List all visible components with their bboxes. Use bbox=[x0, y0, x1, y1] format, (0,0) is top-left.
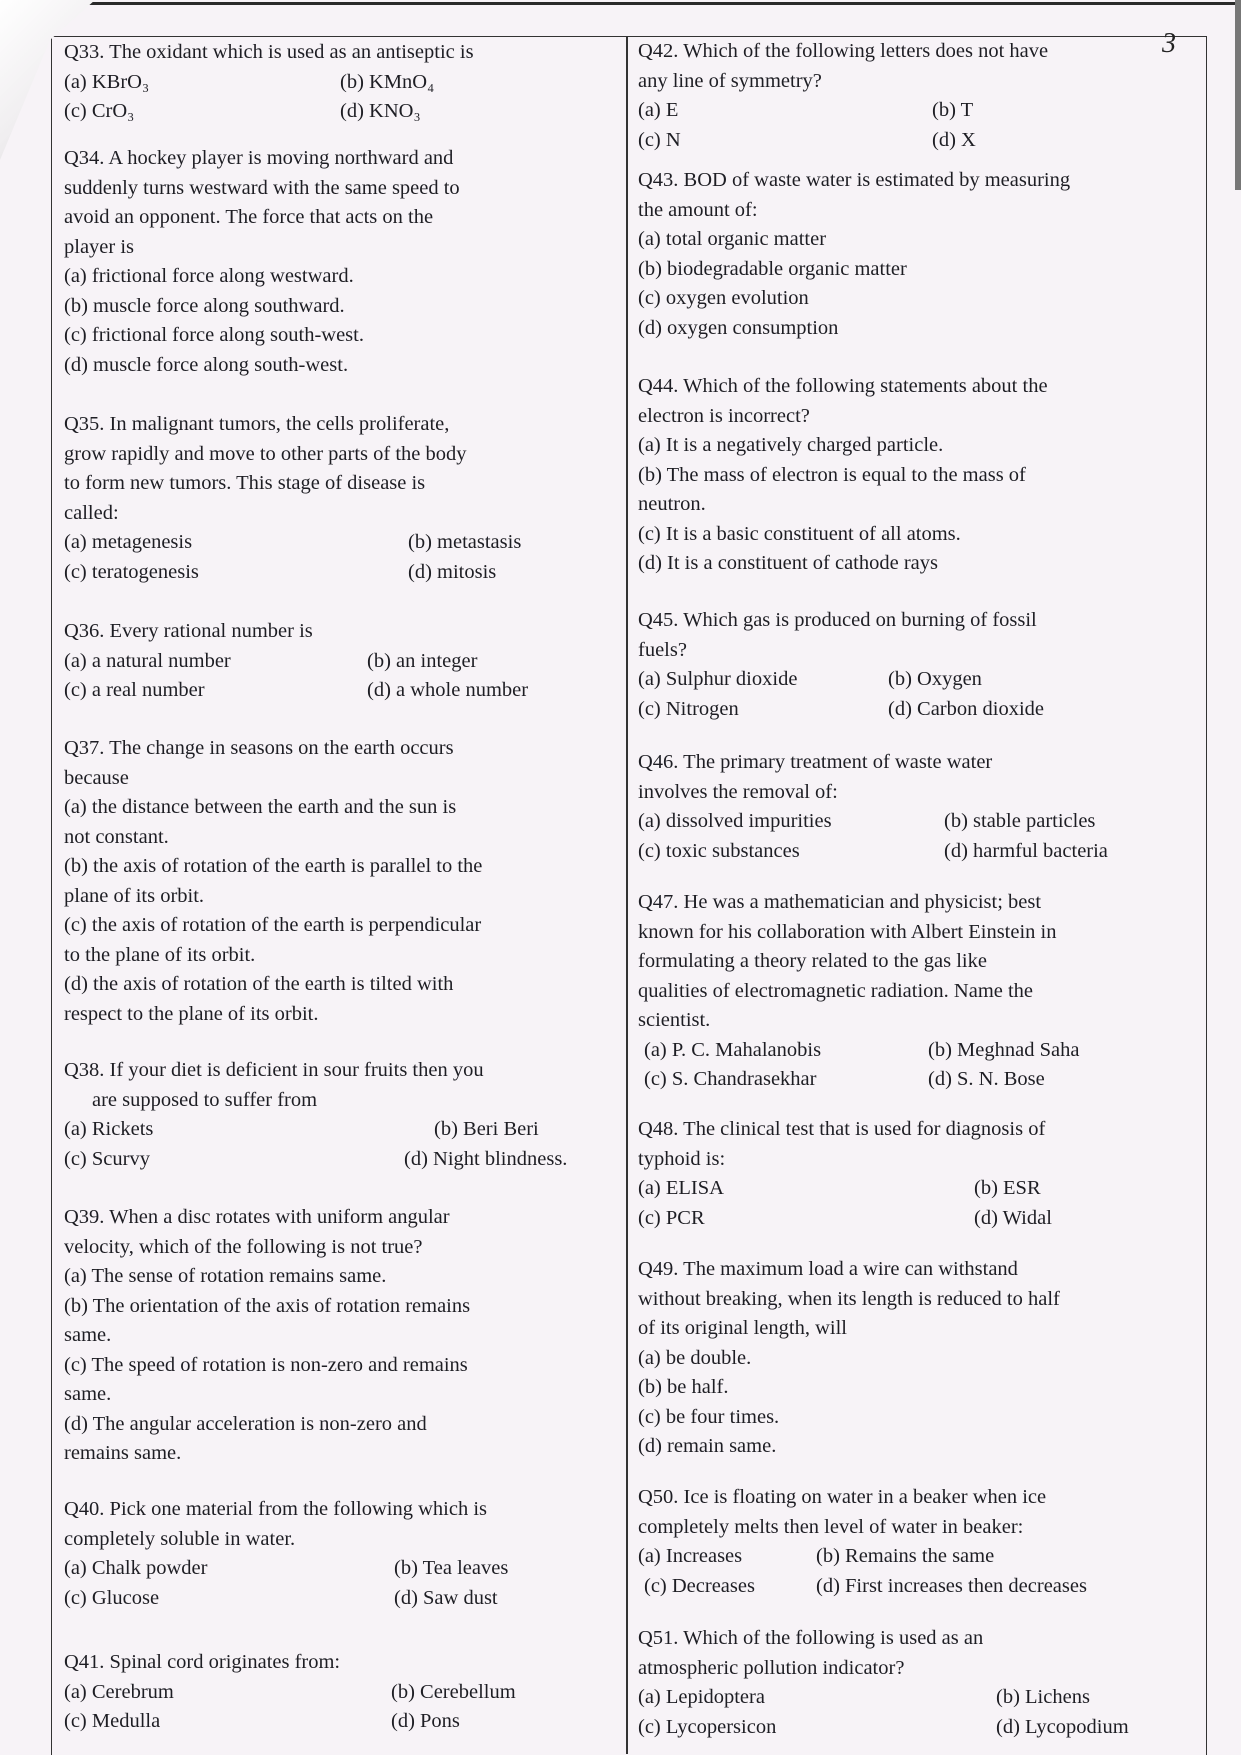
option-a: (a) Sulphur dioxide bbox=[638, 668, 798, 690]
option-c: (c) CrO₃ bbox=[64, 100, 135, 122]
option-a: (a) be double. bbox=[638, 1346, 752, 1369]
question-43 bbox=[638, 166, 1204, 343]
question-stem-line: of its original length, will bbox=[638, 1317, 847, 1339]
option-c: (c) be four times. bbox=[638, 1405, 780, 1428]
option-c: (c) oxygen evolution bbox=[638, 287, 809, 309]
option-a: (a) total organic matter bbox=[638, 228, 827, 250]
question-33 bbox=[64, 38, 620, 127]
question-stem-line: Q48. The clinical test that is used for diagnosis of bbox=[638, 1118, 1046, 1140]
option-d: (d) Night blindness. bbox=[404, 1147, 568, 1170]
question-stem-line: typhoid is: bbox=[638, 1147, 726, 1170]
option-b: (b) Meghnad Saha bbox=[928, 1038, 1080, 1061]
question-stem-line: known for his collaboration with Albert Einstein in bbox=[638, 920, 1057, 943]
option-b: (b) stable particles bbox=[944, 810, 1096, 832]
question-stem-line: any line of symmetry? bbox=[638, 69, 822, 92]
option-b: (b) Remains the same bbox=[816, 1545, 995, 1567]
question-stem: Q36. Every rational number is bbox=[64, 620, 313, 642]
question-stem-line: player is bbox=[64, 235, 135, 258]
question-47 bbox=[638, 888, 1204, 1095]
question-stem: Q33. The oxidant which is used as an antiseptic is bbox=[64, 41, 474, 63]
option-a-cont: not constant. bbox=[64, 825, 169, 848]
option-a: (a) Rickets bbox=[64, 1118, 154, 1140]
question-stem-line: the amount of: bbox=[638, 198, 758, 221]
question-49 bbox=[638, 1255, 1204, 1462]
option-b: (b) muscle force along southward. bbox=[64, 294, 345, 317]
option-a: (a) Lepidoptera bbox=[638, 1686, 765, 1708]
column-divider bbox=[626, 36, 628, 1754]
question-stem-line: without breaking, when its length is reduced to half bbox=[638, 1287, 1060, 1310]
question-stem-line: Q35. In malignant tumors, the cells proliferate, bbox=[64, 413, 450, 435]
option-c: (c) frictional force along south-west. bbox=[64, 324, 364, 346]
option-d: (d) remain same. bbox=[638, 1435, 777, 1457]
option-c: (c) teratogenesis bbox=[64, 560, 199, 583]
option-c: (c) S. Chandrasekhar bbox=[644, 1068, 817, 1090]
question-stem-line: Q47. He was a mathematician and physicist; best bbox=[638, 891, 1042, 913]
question-stem-line: are supposed to suffer from bbox=[92, 1088, 318, 1111]
option-a: (a) Increases bbox=[638, 1545, 743, 1567]
option-a: (a) frictional force along westward. bbox=[64, 265, 354, 287]
option-b: (b) Oxygen bbox=[888, 668, 982, 690]
option-a: (a) dissolved impurities bbox=[638, 810, 832, 832]
question-stem-line: Q46. The primary treatment of waste water bbox=[638, 751, 993, 773]
option-c: (c) Decreases bbox=[644, 1574, 755, 1597]
options-grid bbox=[64, 1678, 620, 1737]
question-stem-line: Q49. The maximum load a wire can withstand bbox=[638, 1258, 1018, 1280]
option-a: (a) E bbox=[638, 99, 679, 121]
question-39 bbox=[64, 1203, 620, 1469]
question-stem-line: electron is incorrect? bbox=[638, 404, 810, 427]
options-grid bbox=[638, 807, 1204, 866]
option-a: (a) KBrO₃ bbox=[64, 70, 150, 93]
option-c: (c) PCR bbox=[638, 1206, 705, 1229]
page-number: 3 bbox=[1162, 28, 1176, 59]
options-grid bbox=[638, 1036, 1204, 1095]
question-stem-line: Q42. Which of the following letters does not have bbox=[638, 40, 1049, 62]
question-stem-line: Q38. If your diet is deficient in sour fruits then you bbox=[64, 1059, 484, 1081]
option-a: (a) a natural number bbox=[64, 649, 231, 672]
option-b: (b) biodegradable organic matter bbox=[638, 257, 907, 280]
option-a: (a) It is a negatively charged particle. bbox=[638, 434, 944, 456]
question-38 bbox=[64, 1056, 620, 1174]
question-stem: Q41. Spinal cord originates from: bbox=[64, 1651, 341, 1673]
question-40 bbox=[64, 1495, 620, 1613]
option-b-cont: same. bbox=[64, 1324, 112, 1346]
question-41 bbox=[64, 1648, 620, 1737]
option-d-cont: respect to the plane of its orbit. bbox=[64, 1002, 319, 1025]
question-stem-line: scientist. bbox=[638, 1009, 711, 1031]
option-d: (d) Lycopodium bbox=[996, 1715, 1129, 1738]
option-c: (c) Medulla bbox=[64, 1710, 161, 1732]
option-c-cont: same. bbox=[64, 1383, 112, 1405]
question-stem-line: Q40. Pick one material from the following which is bbox=[64, 1498, 488, 1520]
question-stem-line: fuels? bbox=[638, 638, 687, 661]
question-stem-line: called: bbox=[64, 501, 119, 524]
option-a: (a) Cerebrum bbox=[64, 1680, 174, 1703]
option-b-cont: neutron. bbox=[638, 493, 706, 515]
question-46 bbox=[638, 748, 1204, 866]
question-37 bbox=[64, 734, 620, 1029]
option-a: (a) metagenesis bbox=[64, 531, 193, 553]
option-b: (b) ESR bbox=[974, 1177, 1041, 1199]
question-48 bbox=[638, 1115, 1204, 1233]
question-45 bbox=[638, 606, 1204, 724]
question-stem-line: completely melts then level of water in beaker: bbox=[638, 1515, 1024, 1538]
option-b: (b) Beri Beri bbox=[434, 1118, 539, 1140]
question-stem-line: velocity, which of the following is not true? bbox=[64, 1235, 423, 1258]
option-d: (d) harmful bacteria bbox=[944, 839, 1108, 862]
option-b: (b) an integer bbox=[367, 649, 478, 672]
option-d: (d) The angular acceleration is non-zero and bbox=[64, 1412, 427, 1435]
question-stem-line: atmospheric pollution indicator? bbox=[638, 1656, 905, 1679]
options-grid bbox=[64, 1554, 620, 1613]
question-42 bbox=[638, 37, 1204, 155]
option-c: (c) a real number bbox=[64, 679, 205, 701]
option-a: (a) P. C. Mahalanobis bbox=[644, 1038, 822, 1061]
option-b: (b) Cerebellum bbox=[391, 1680, 516, 1703]
options-grid bbox=[64, 528, 620, 587]
option-a: (a) The sense of rotation remains same. bbox=[64, 1265, 387, 1287]
option-b: (b) The mass of electron is equal to the mass of bbox=[638, 463, 1026, 486]
question-stem-line: Q43. BOD of waste water is estimated by measuring bbox=[638, 169, 1071, 191]
question-stem-line: grow rapidly and move to other parts of the body bbox=[64, 442, 467, 465]
option-c: (c) The speed of rotation is non-zero and remains bbox=[64, 1353, 468, 1376]
question-stem-line: completely soluble in water. bbox=[64, 1527, 296, 1550]
question-34 bbox=[64, 144, 620, 380]
option-d: (d) oxygen consumption bbox=[638, 316, 839, 339]
option-b: (b) be half. bbox=[638, 1376, 729, 1398]
question-44 bbox=[638, 372, 1204, 579]
option-d: (d) Carbon dioxide bbox=[888, 697, 1044, 720]
option-b: (b) metastasis bbox=[408, 531, 522, 553]
option-b: (b) The orientation of the axis of rotation remains bbox=[64, 1294, 471, 1317]
option-d: (d) KNO₃ bbox=[340, 100, 421, 122]
question-50 bbox=[638, 1483, 1204, 1601]
top-border-rule bbox=[0, 2, 1241, 5]
question-stem-line: Q44. Which of the following statements about the bbox=[638, 375, 1048, 397]
option-c: (c) Lycopersicon bbox=[638, 1715, 777, 1738]
option-c: (c) the axis of rotation of the earth is perpendicular bbox=[64, 914, 482, 936]
scan-edge-shadow bbox=[1235, 0, 1241, 190]
option-c: (c) Nitrogen bbox=[638, 697, 739, 720]
option-b: (b) T bbox=[932, 99, 974, 121]
question-stem-line: qualities of electromagnetic radiation. Name the bbox=[638, 979, 1034, 1002]
options-grid bbox=[638, 1542, 1204, 1601]
option-a: (a) ELISA bbox=[638, 1177, 724, 1199]
option-d: (d) S. N. Bose bbox=[928, 1068, 1045, 1090]
question-stem-line: formulating a theory related to the gas like bbox=[638, 950, 987, 972]
options-grid bbox=[64, 647, 620, 706]
option-c: (c) It is a basic constituent of all atoms. bbox=[638, 522, 961, 545]
option-c: (c) Glucose bbox=[64, 1586, 160, 1609]
question-stem-line: because bbox=[64, 766, 129, 789]
question-stem-line: Q50. Ice is floating on water in a beaker when ice bbox=[638, 1486, 1047, 1508]
option-b: (b) Lichens bbox=[996, 1686, 1090, 1708]
question-stem-line: avoid an opponent. The force that acts on the bbox=[64, 206, 434, 228]
option-d: (d) muscle force along south-west. bbox=[64, 353, 349, 376]
option-d: (d) Widal bbox=[974, 1206, 1052, 1229]
options-grid bbox=[64, 1115, 620, 1174]
option-d: (d) the axis of rotation of the earth is tilted with bbox=[64, 973, 454, 995]
question-stem-line: suddenly turns westward with the same speed to bbox=[64, 176, 460, 199]
option-d: (d) X bbox=[932, 128, 976, 151]
option-b-cont: plane of its orbit. bbox=[64, 884, 205, 907]
options-grid bbox=[638, 665, 1204, 724]
option-b: (b) the axis of rotation of the earth is parallel to the bbox=[64, 855, 483, 877]
question-stem-line: Q34. A hockey player is moving northward and bbox=[64, 147, 454, 169]
option-d: (d) Pons bbox=[391, 1710, 460, 1732]
option-d: (d) a whole number bbox=[367, 679, 529, 701]
options-grid bbox=[638, 1174, 1204, 1233]
option-c: (c) toxic substances bbox=[638, 839, 800, 862]
option-d: (d) It is a constituent of cathode rays bbox=[638, 552, 939, 574]
option-b: (b) KMnO₄ bbox=[340, 70, 435, 93]
option-c-cont: to the plane of its orbit. bbox=[64, 943, 256, 966]
question-51 bbox=[638, 1624, 1204, 1742]
option-c: (c) Scurvy bbox=[64, 1147, 150, 1170]
options-grid bbox=[638, 1683, 1204, 1742]
options-grid bbox=[64, 68, 620, 127]
option-a: (a) the distance between the earth and the sun is bbox=[64, 796, 457, 818]
question-stem-line: Q37. The change in seasons on the earth occurs bbox=[64, 737, 454, 759]
option-b: (b) Tea leaves bbox=[394, 1557, 509, 1579]
option-d: (d) Saw dust bbox=[394, 1586, 498, 1609]
option-d: (d) First increases then decreases bbox=[816, 1574, 1087, 1597]
question-stem-line: Q45. Which gas is produced on burning of fossil bbox=[638, 609, 1037, 631]
option-d: (d) mitosis bbox=[408, 560, 497, 583]
option-d-cont: remains same. bbox=[64, 1442, 182, 1464]
question-35 bbox=[64, 410, 620, 587]
question-stem-line: involves the removal of: bbox=[638, 780, 838, 803]
options-grid bbox=[638, 96, 1204, 155]
option-c: (c) N bbox=[638, 128, 681, 151]
question-stem-line: Q39. When a disc rotates with uniform angular bbox=[64, 1206, 450, 1228]
option-a: (a) Chalk powder bbox=[64, 1557, 208, 1579]
question-stem-line: to form new tumors. This stage of disease is bbox=[64, 472, 426, 494]
question-stem-line: Q51. Which of the following is used as an bbox=[638, 1627, 984, 1649]
question-36 bbox=[64, 617, 620, 706]
